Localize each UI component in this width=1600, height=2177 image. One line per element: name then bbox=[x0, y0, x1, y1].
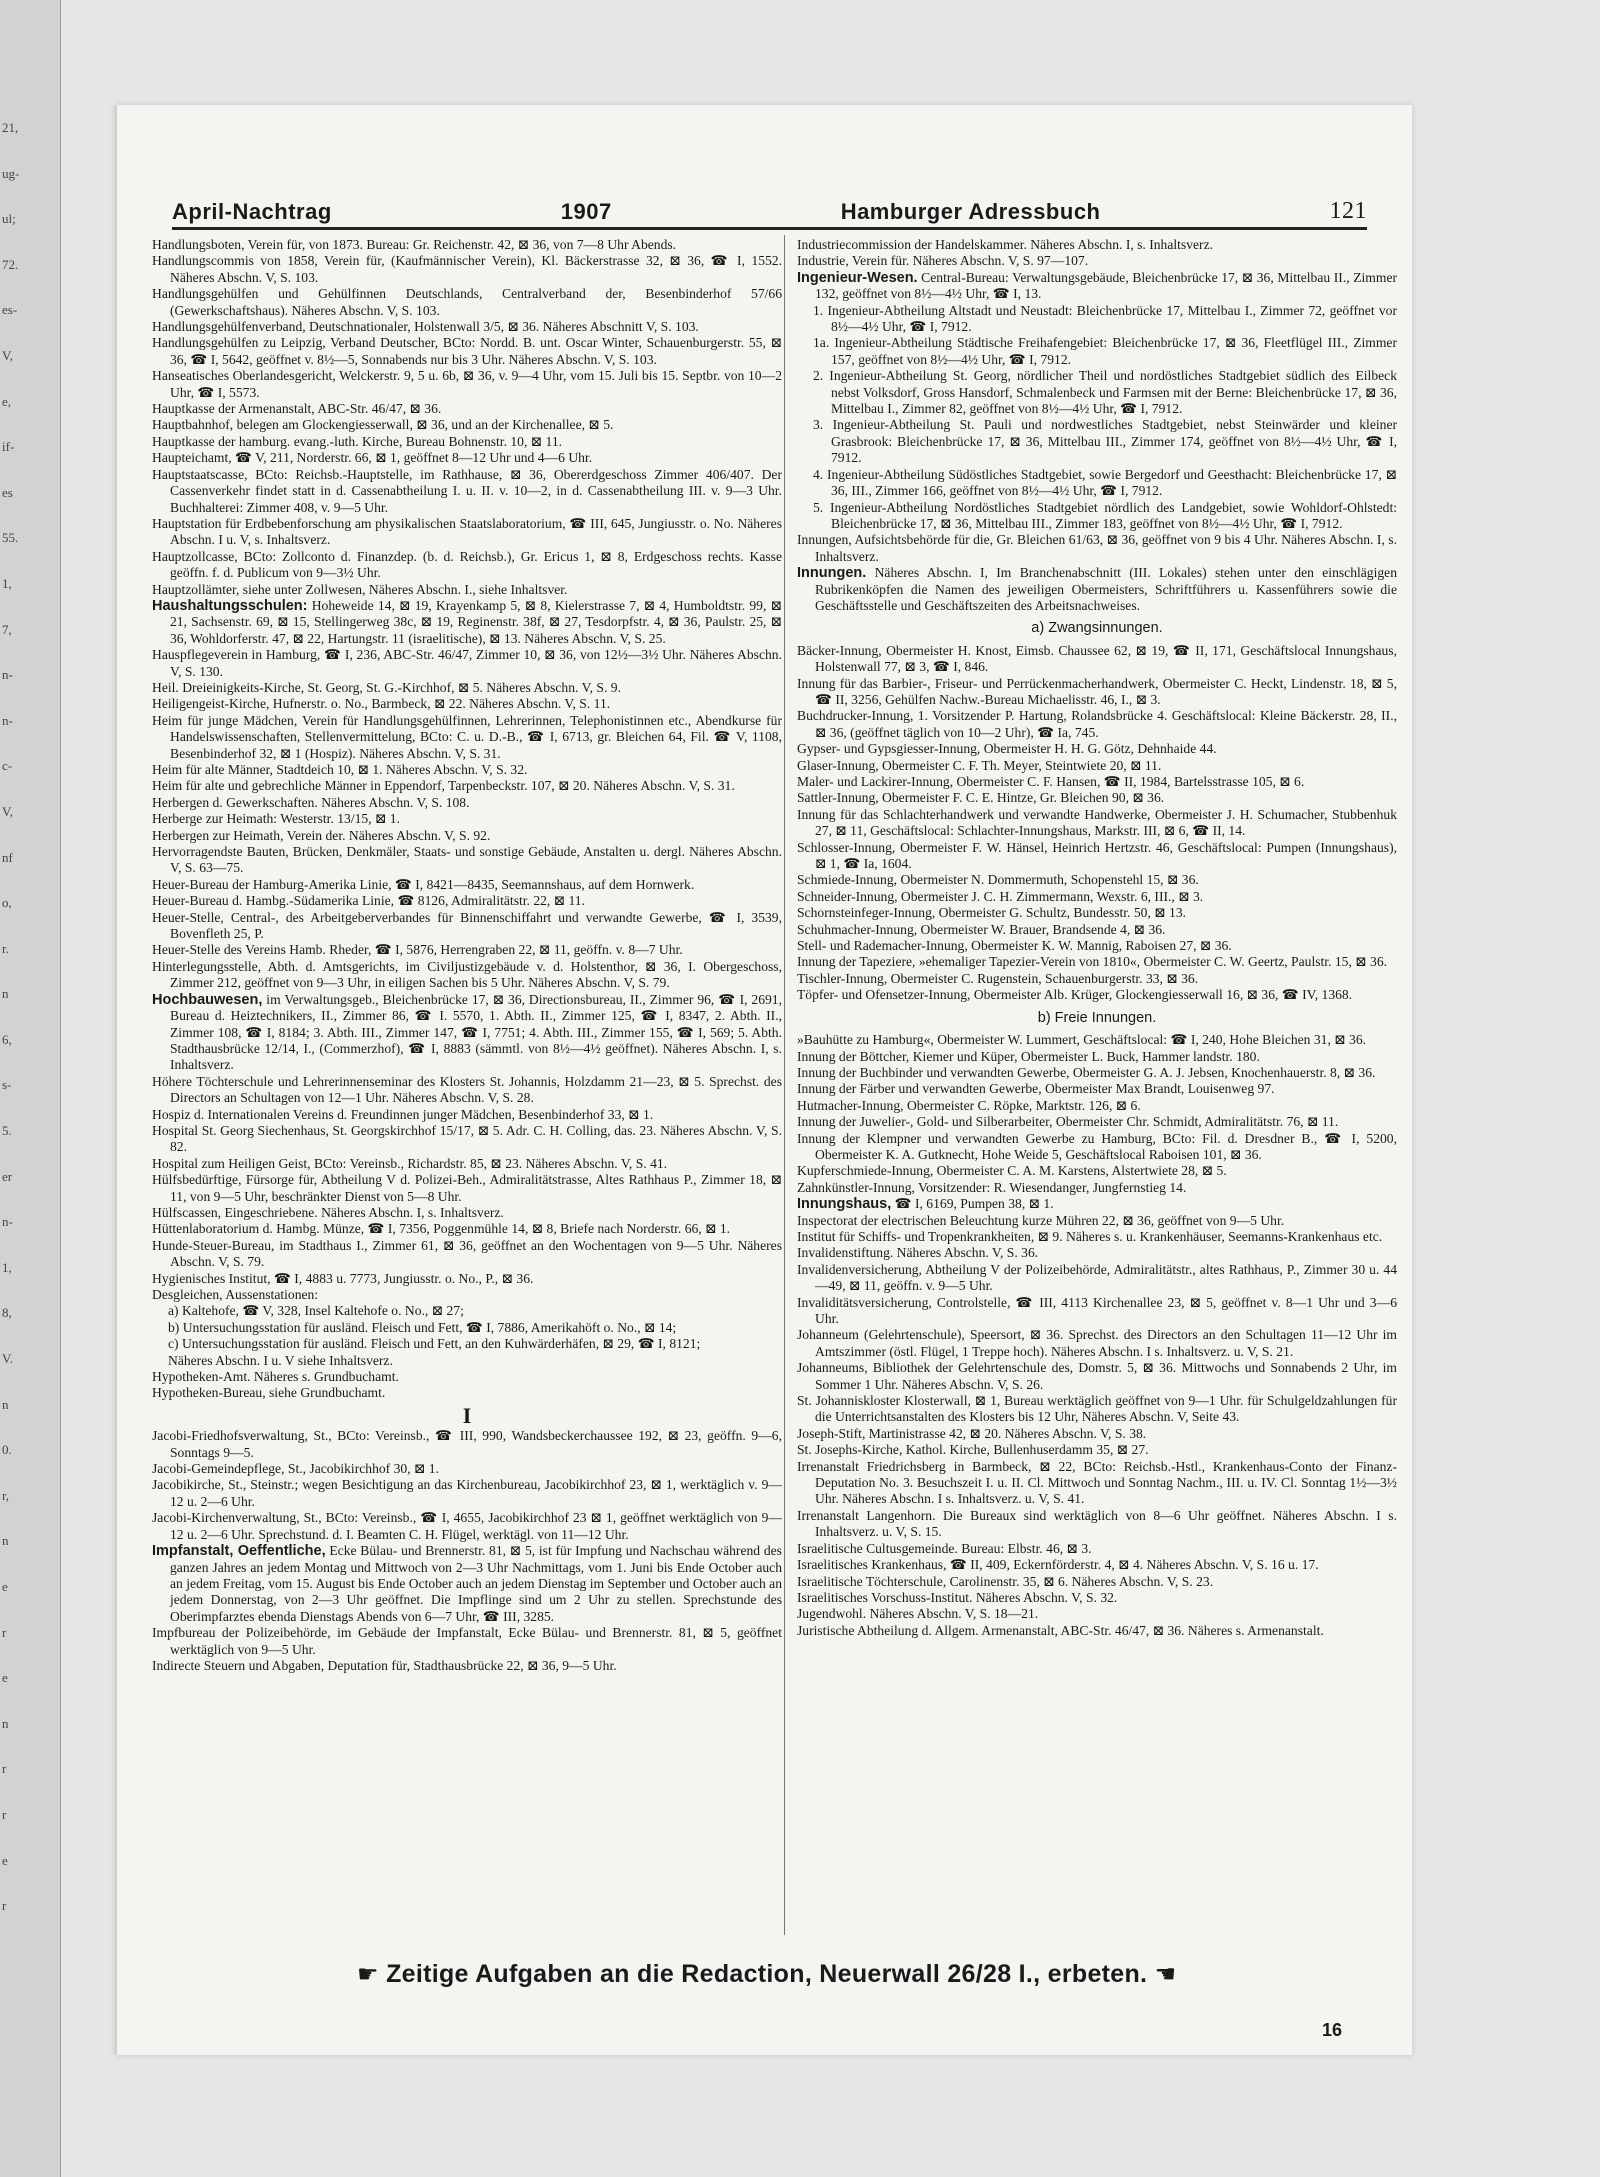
entry-text: Hauptzollcasse, BCto: Zollconto d. Finanzdep. (b. d. Reichsb.), Gr. Ericus 1, ⊠ 8, Erdgeschoss rechts. Kasse geöffn. f. d. Publicum von 9—3½ Uhr. bbox=[152, 548, 782, 581]
section-heading: b) Freie Innungen. bbox=[1037, 1009, 1157, 1026]
margin-fragment: n- bbox=[2, 667, 13, 683]
margin-fragment: n bbox=[2, 1533, 9, 1549]
entry-text: Glaser-Innung, Obermeister C. F. Th. Meyer, Steintwiete 20, ⊠ 11. bbox=[797, 757, 1162, 773]
directory-entry bbox=[797, 1327, 1397, 1360]
directory-entry bbox=[152, 237, 782, 253]
directory-entry bbox=[797, 500, 1397, 533]
margin-fragment: n- bbox=[2, 712, 13, 728]
entry-text: Tischler-Innung, Obermeister C. Rugenstein, Schauenburgerstr. 33, ⊠ 36. bbox=[797, 970, 1199, 986]
entry-text: 3. Ingenieur-Abtheilung St. Pauli und nordwestliches Stadtgebiet, nebst Steinwärder und kleiner Grasbrook: Bleichenbrücke 17, ⊠ 36, Mittelbau III., Zimmer 174, geöffnet von 8½—4½ Uhr, ☎ I, 7912. bbox=[813, 417, 1397, 466]
directory-entry bbox=[152, 335, 782, 368]
directory-entry bbox=[797, 643, 1397, 676]
entry-text: Johanneum (Gelehrtenschule), Speersort, ⊠ 36. Sprechst. des Directors an den Schultagen 11—12 Uhr im Amtszimmer (östl. Flügel, 1 Treppe hoch). Näheres Abschn. I s. Inhaltsverz. u. V, S. 21. bbox=[797, 1327, 1397, 1359]
margin-fragment: r bbox=[2, 1898, 7, 1914]
directory-entry bbox=[797, 1114, 1397, 1130]
directory-entry bbox=[797, 1131, 1397, 1164]
directory-entry bbox=[152, 417, 782, 433]
entry-text: Höhere Töchterschule und Lehrerinnenseminar des Klosters St. Johannis, Holzdamm 21—23, ⊠ 5. Sprechst. des Directors an Schultagen von 12—1 Uhr. Näheres Abschn. V, S. 28. bbox=[152, 1073, 782, 1106]
margin-fragment: n bbox=[2, 1715, 9, 1731]
margin-fragment: n- bbox=[2, 1214, 13, 1230]
entry-text: Hospital zum Heiligen Geist, BCto: Vereinsb., Richardstr. 85, ⊠ 23. Näheres Abschn. V, S. 41. bbox=[152, 1155, 668, 1171]
directory-entry bbox=[797, 987, 1397, 1003]
entry-text: Ecke Bülau- und Brennerstr. 81, ⊠ 5, ist für Impfung und Nachschau während des ganzen Jahres an jedem Montag und Mittwoch von 2—3 Uhr Nachmittags, vom 1. Juni bis Ende October auch an jedem Freitag, vom 15. August bis Ende October auch an jedem Dienstag im September und October auch an jedem Donnerstag, von 2—3 Uhr geöffnet. Die Impflinge sind um 2 Uhr zu stellen. Sprechstunde des Oberimpfarztes ebenda Dienstags Abends von 6—7 Uhr, ☎ III, 3285. bbox=[170, 1543, 782, 1624]
directory-entry bbox=[152, 713, 782, 762]
entry-text: ☎ I, 6169, Pumpen 38, ⊠ 1. bbox=[891, 1196, 1054, 1212]
directory-entry bbox=[152, 1369, 782, 1385]
directory-entry bbox=[152, 1461, 782, 1477]
margin-fragment: es bbox=[2, 484, 13, 500]
directory-entry bbox=[797, 1623, 1397, 1639]
entry-text: Heim für alte Männer, Stadtdeich 10, ⊠ 1. Näheres Abschn. V, S. 32. bbox=[152, 762, 528, 777]
directory-entry bbox=[152, 910, 782, 943]
directory-entry bbox=[797, 1196, 1397, 1212]
entry-text: Haupteichamt, ☎ V, 211, Norderstr. 66, ⊠ 1, geöffnet 8—12 Uhr und 4—6 Uhr. bbox=[152, 450, 593, 466]
directory-entry bbox=[152, 253, 782, 286]
directory-entry bbox=[152, 893, 782, 909]
directory-entry bbox=[152, 1543, 782, 1625]
entry-text: Näheres Abschn. I, Im Branchenabschnitt (III. Lokales) stehen unter den einschlägigen Rubrikenköpfen die Namen des jeweiligen Obermeisters, Schriftführers u. Kassenführers sowie die Geschäftsstelle und Geschäftszeiten des Arbeitsnachweises. bbox=[815, 565, 1397, 613]
header-supplement-label: April-Nachtrag bbox=[172, 199, 332, 224]
margin-fragment: ug- bbox=[2, 165, 20, 181]
directory-entry bbox=[797, 790, 1397, 806]
margin-fragment: e bbox=[2, 1852, 8, 1868]
directory-entry bbox=[797, 1295, 1397, 1328]
directory-entry bbox=[152, 598, 782, 647]
entry-text: Hypotheken-Bureau, siehe Grundbuchamt. bbox=[152, 1385, 386, 1401]
entry-text: Israelitisches Krankenhaus, ☎ II, 409, Eckernförderstr. 4, ⊠ 4. Näheres Abschn. V, S. 16 u. 17. bbox=[797, 1557, 1319, 1573]
entry-text: Impfbureau der Polizeibehörde, im Gebäude der Impfanstalt, Ecke Bülau- und Brennerstr. 81, ⊠ 5, geöffnet werktäglich von 9—5 Uhr. bbox=[152, 1625, 782, 1657]
section-letter: I bbox=[462, 1402, 472, 1428]
entry-text: Invalidenstiftung. Näheres Abschn. V, S. 36. bbox=[797, 1245, 1039, 1261]
entry-text: Stell- und Rademacher-Innung, Obermeister K. W. Mannig, Raboisen 27, ⊠ 36. bbox=[797, 938, 1232, 954]
margin-fragment: 1, bbox=[2, 575, 12, 591]
entry-text: Israelitische Cultusgemeinde. Bureau: Elbstr. 46, ⊠ 3. bbox=[797, 1540, 1092, 1556]
entry-text: Juristische Abtheilung d. Allgem. Armenanstalt, ABC-Str. 46/47, ⊠ 36. Näheres s. Armenanstalt. bbox=[797, 1622, 1324, 1638]
entry-text: Hunde-Steuer-Bureau, im Stadthaus I., Zimmer 61, ⊠ 36, geöffnet an den Wochentagen von 9—5 Uhr. Näheres Abschn. V, S. 79. bbox=[152, 1237, 782, 1270]
directory-entry bbox=[152, 1336, 782, 1352]
entry-text: Hülfscassen, Eingeschriebene. Näheres Abschn. I, s. Inhaltsverz. bbox=[152, 1204, 504, 1220]
entry-text: Handlungsboten, Verein für, von 1873. Bureau: Gr. Reichenstr. 42, ⊠ 36, von 7—8 Uhr Abends. bbox=[152, 237, 677, 252]
entry-text: Hauptstaatscasse, BCto: Reichsb.-Hauptstelle, im Rathhause, ⊠ 36, Obererdgeschoss Zimmer 406/407. Der Cassenverkehr findet statt in d. Cassenabtheilung I. u. II. v. 10—2, in d. Cassenabtheilung III. v. 9—3 Uhr. Buchhalterei: Zimmer 408, v. 9—5 Uhr. bbox=[152, 466, 782, 515]
directory-entry bbox=[152, 877, 782, 893]
entry-text: Jacobikirche, St., Steinstr.; wegen Besichtigung an das Kirchenbureau, Jacobikirchhof 23, ⊠ 1, werktäglich v. 9—12 u. 2—6 Uhr. bbox=[152, 1477, 782, 1509]
directory-entry bbox=[797, 741, 1397, 757]
entry-text: Herbergen zur Heimath, Verein der. Näheres Abschn. V, S. 92. bbox=[152, 827, 491, 843]
margin-fragment: 1, bbox=[2, 1259, 12, 1275]
directory-entry bbox=[152, 992, 782, 1074]
directory-entry bbox=[797, 1065, 1397, 1081]
directory-entry bbox=[152, 1625, 782, 1658]
directory-entry bbox=[797, 1049, 1397, 1065]
directory-entry bbox=[152, 795, 782, 811]
directory-entry bbox=[797, 807, 1397, 840]
entry-text: Buchdrucker-Innung, 1. Vorsitzender P. Hartung, Rolandsbrücke 4. Geschäftslocal: Kleine Bäckerstr. 28, II., ⊠ 36, (geöffnet täglich von 10—2 Uhr), ☎ Ia, 745. bbox=[797, 708, 1397, 740]
directory-entry bbox=[797, 1426, 1397, 1442]
header-title: Hamburger Adressbuch bbox=[840, 199, 1101, 224]
directory-entry bbox=[152, 1303, 782, 1319]
margin-fragment: nf bbox=[2, 849, 13, 865]
directory-entry bbox=[797, 1213, 1397, 1229]
directory-page bbox=[115, 105, 1412, 2055]
directory-entry bbox=[797, 270, 1397, 303]
entry-text: Hospiz d. Internationalen Vereins d. Freundinnen junger Mädchen, Besenbinderhof 33, ⊠ 1. bbox=[152, 1106, 654, 1122]
directory-entry bbox=[797, 954, 1397, 970]
pointing-hand-icon: ☛ bbox=[357, 1961, 379, 1988]
column-divider bbox=[784, 235, 785, 1935]
entry-text: Hanseatisches Oberlandesgericht, Welckerstr. 9, 5 u. 6b, ⊠ 36, v. 9—4 Uhr, vom 15. Juli bis 15. Septbr. von 10—2 Uhr, ☎ I, 5573. bbox=[152, 368, 782, 400]
directory-entry bbox=[152, 1074, 782, 1107]
entry-text: Schornsteinfeger-Innung, Obermeister G. Schultz, Bundesstr. 50, ⊠ 13. bbox=[797, 905, 1187, 921]
directory-entry bbox=[152, 1271, 782, 1287]
directory-entry bbox=[797, 467, 1397, 500]
entry-text: Innung für das Schlachterhandwerk und verwandte Handwerke, Obermeister J. H. Schumacher, Stubbenhuk 27, ⊠ 11, Geschäftslocal: Schlachter-Innungshaus, Markstr. III, ⊠ 6, ☎ II, 14. bbox=[797, 806, 1397, 839]
directory-entry bbox=[797, 708, 1397, 741]
directory-entry bbox=[797, 889, 1397, 905]
entry-text: Innung der Klempner und verwandten Gewerbe zu Hamburg, BCto: Fil. d. Dresdner B., ☎ I, 5200, Obermeister K. A. Gutknecht, Hohe Weide 5, Geschäftslocal Raboisen 101, ⊠ 36. bbox=[797, 1130, 1397, 1162]
directory-entry bbox=[797, 237, 1397, 253]
entry-text: Jacobi-Gemeindepflege, St., Jacobikirchhof 30, ⊠ 1. bbox=[152, 1461, 439, 1477]
entry-text: Hinterlegungsstelle, Abth. d. Amtsgerichts, im Civiljustizgebäude v. d. Holstenthor, ⊠ 36, I. Obergeschoss, Zimmer 212, geöffnet von 9—3 Uhr, in eiligen Sachen bis 5 Uhr. Näheres Abschn. V, S. 79. bbox=[152, 958, 782, 991]
entry-heading: Hochbauwesen, bbox=[152, 991, 263, 1008]
directory-entry bbox=[797, 1606, 1397, 1622]
entry-heading: Innungen. bbox=[797, 565, 867, 582]
entry-text: Bäcker-Innung, Obermeister H. Knost, Eimsb. Chaussee 62, ⊠ 19, ☎ II, 171, Geschäftslocal Innungshaus, Holstenwall 77, ⊠ 3, ☎ I, 846. bbox=[797, 642, 1397, 675]
directory-entry bbox=[797, 872, 1397, 888]
entry-text: Innung der Böttcher, Kiemer und Küper, Obermeister L. Buck, Hammer landstr. 180. bbox=[797, 1048, 1260, 1064]
directory-entry bbox=[797, 922, 1397, 938]
entry-text: Heuer-Bureau d. Hambg.-Südamerika Linie, ☎ 8126, Admiralitätstr. 22, ⊠ 11. bbox=[152, 893, 586, 909]
entry-text: Innungen, Aufsichtsbehörde für die, Gr. Bleichen 61/63, ⊠ 36, geöffnet von 9 bis 4 Uhr. Näheres Abschn. I, s. Inhaltsverz. bbox=[797, 532, 1397, 564]
entry-text: Hülfsbedürftige, Fürsorge für, Abtheilung V d. Polizei-Beh., Admiralitätstrasse, Altes Rathhaus P., Zimmer 18, ⊠ 11, von 9—5 Uhr, beschränkter Dienst von 5—8 Uhr. bbox=[152, 1172, 782, 1204]
previous-page-margin bbox=[0, 120, 60, 2020]
margin-fragment: 6, bbox=[2, 1031, 12, 1047]
directory-entry bbox=[152, 762, 782, 778]
entry-text: Hervorragendste Bauten, Brücken, Denkmäler, Staats- und sonstige Gebäude, Anstalten u. dergl. Näheres Abschn. V, S. 63—75. bbox=[152, 844, 782, 876]
directory-entry bbox=[797, 1163, 1397, 1179]
directory-entry bbox=[152, 582, 782, 598]
margin-fragment: 8, bbox=[2, 1305, 12, 1321]
directory-entry bbox=[797, 565, 1397, 614]
entry-text: Israelitisches Vorschuss-Institut. Näheres Abschn. V, S. 32. bbox=[797, 1589, 1118, 1605]
entry-text: »Bauhütte zu Hamburg«, Obermeister W. Lummert, Geschäftslocal: ☎ I, 240, Hohe Bleichen 31, ⊠ 36. bbox=[797, 1032, 1367, 1048]
entry-text: Maler- und Lackirer-Innung, Obermeister C. F. Hansen, ☎ II, 1984, Bartelsstrasse 105, ⊠ 6. bbox=[797, 774, 1305, 789]
entry-heading: Impfanstalt, Oeffentliche, bbox=[152, 1543, 326, 1560]
margin-fragment: r. bbox=[2, 940, 9, 956]
directory-entry bbox=[797, 1180, 1397, 1196]
directory-entry bbox=[152, 1172, 782, 1205]
directory-entry bbox=[152, 286, 782, 319]
directory-entry bbox=[797, 1098, 1397, 1114]
directory-entry bbox=[797, 1360, 1397, 1393]
entry-text: Invalidenversicherung, Abtheilung V der Polizeibehörde, Admiralitätstr., altes Rathhaus, P., Zimmer 30 u. 44—49, ⊠ 11, geöffn. v. 9—5 Uhr. bbox=[797, 1261, 1397, 1294]
directory-entry bbox=[797, 1081, 1397, 1097]
directory-entry bbox=[797, 905, 1397, 921]
directory-entry bbox=[797, 1508, 1397, 1541]
footer-text: Zeitige Aufgaben an die Redaction, Neuerwall 26/28 I., erbeten. bbox=[386, 1960, 1148, 1988]
directory-entry bbox=[797, 303, 1397, 336]
directory-entry bbox=[797, 1541, 1397, 1557]
directory-entry bbox=[152, 1477, 782, 1510]
directory-entry bbox=[797, 335, 1397, 368]
entry-text: Johanneums, Bibliothek der Gelehrtenschule des, Domstr. 5, ⊠ 36. Mittwochs und Sonnabends 2 Uhr, im Sommer 1 Uhr. Näheres Abschn. V, S. 26. bbox=[797, 1360, 1397, 1392]
entry-text: Hoheweide 14, ⊠ 19, Krayenkamp 5, ⊠ 8, Kielerstrasse 7, ⊠ 4, Humboldtstr. 99, ⊠ 21, Sachsenstr. 69, ⊠ 15, Stellingerweg 38c, ⊠ 19, Reginenstr. 38f, ⊠ 27, Tesdorpfstr. 4, ⊠ 36, Paulstr. 25, ⊠ 36, Wohldorferstr. 47, ⊠ 22, Hartungstr. 11 (israelitische), ⊠ 13. Näheres Abschn. V, S. 25. bbox=[170, 597, 782, 646]
directory-entry bbox=[152, 1287, 782, 1303]
entry-text: Heiligengeist-Kirche, Hufnerstr. o. No., Barmbeck, ⊠ 22. Näheres Abschn. V, S. 11. bbox=[152, 696, 611, 712]
margin-fragment: V, bbox=[2, 347, 13, 363]
entry-text: Schlosser-Innung, Obermeister F. W. Hänsel, Heinrich Hertzstr. 46, Geschäftslocal: Pumpen (Innungshaus), ⊠ 1, ☎ Ia, 1604. bbox=[797, 839, 1397, 872]
directory-entry bbox=[797, 1459, 1397, 1508]
entry-text: Hauptstation für Erdbebenforschung am physikalischen Staatslaboratorium, ☎ III, 645, Jungiusstr. o. No. Näheres Abschn. I u. V, s. Inhaltsverz. bbox=[152, 515, 782, 548]
entry-text: Central-Bureau: Verwaltungsgebäude, Bleichenbrücke 17, ⊠ 36, Mittelbau II., Zimmer 132, geöffnet von 8½—4½ Uhr, ☎ I, 13. bbox=[815, 269, 1397, 302]
directory-entry bbox=[152, 1205, 782, 1221]
entry-text: Innung der Tapeziere, »ehemaliger Tapezier-Verein von 1810«, Obermeister C. W. Geertz, Paulstr. 15, ⊠ 36. bbox=[797, 954, 1388, 970]
entry-text: Indirecte Steuern und Abgaben, Deputation für, Stadthausbrücke 22, ⊠ 36, 9—5 Uhr. bbox=[152, 1657, 617, 1673]
entry-text: Joseph-Stift, Martinistrasse 42, ⊠ 20. Näheres Abschn. V, S. 38. bbox=[797, 1425, 1147, 1441]
entry-text: Industrie, Verein für. Näheres Abschn. V, S. 97—107. bbox=[797, 253, 1089, 269]
directory-entry bbox=[152, 1428, 782, 1461]
entry-text: c) Untersuchungsstation für ausländ. Fleisch und Fett, an den Kuhwärderhäfen, ⊠ 29, ☎ I, 8121; bbox=[168, 1336, 701, 1352]
directory-entry bbox=[152, 319, 782, 335]
directory-entry bbox=[152, 696, 782, 712]
directory-entry bbox=[797, 253, 1397, 269]
directory-entry bbox=[797, 1574, 1397, 1590]
margin-fragment: n bbox=[2, 986, 9, 1002]
directory-entry bbox=[797, 676, 1397, 709]
entry-text: 1. Ingenieur-Abtheilung Altstadt und Neustadt: Bleichenbrücke 17, Mittelbau I., Zimmer 72, geöffnet vor 8½—4½ Uhr, ☎ I, 7912. bbox=[813, 302, 1397, 335]
margin-fragment: s- bbox=[2, 1077, 12, 1093]
entry-text: Herberge zur Heimath: Westerstr. 13/15, ⊠ 1. bbox=[152, 811, 400, 827]
directory-entry bbox=[797, 840, 1397, 873]
margin-fragment: e bbox=[2, 1579, 8, 1594]
entry-text: Töpfer- und Ofensetzer-Innung, Obermeister Alb. Krüger, Glockengiesserwall 16, ⊠ 36, ☎ IV, 1368. bbox=[797, 987, 1353, 1003]
entry-text: 2. Ingenieur-Abtheilung St. Georg, nördlicher Theil und nordöstliches Stadtgebiet südlich des Eilbeck nebst Volksdorf, Gross Hansdorf, Schmalenbeck und Farmsen mit der Berne: Bleichenbrücke 17, ⊠ 36, Mittelbau I., Zimmer 82, geöffnet von 8½—4½ Uhr, ☎ I, 7912. bbox=[813, 368, 1397, 417]
directory-entry bbox=[152, 1320, 782, 1336]
entry-text: Institut für Schiffs- und Tropenkrankheiten, ⊠ 9. Näheres s. u. Krankenhäuser, Seemanns-Krankenhaus etc. bbox=[797, 1228, 1383, 1244]
entry-text: Irrenanstalt Friedrichsberg in Barmbeck, ⊠ 22, BCto: Reichsb.-Hstl., Krankenhaus-Conto der Finanz-Deputation No. 3. Besuchszeit I. u. II. Cl. Mittwoch und Sonntag Nachm., III. u. IV. Cl. Sonntag 1½—3½ Uhr. Näheres Abschn. I s. Inhaltsverz. u. V, S. 41. bbox=[797, 1458, 1397, 1507]
margin-fragment: ul; bbox=[2, 211, 16, 227]
entry-text: Hypotheken-Amt. Näheres s. Grundbuchamt. bbox=[152, 1369, 399, 1385]
margin-fragment: if- bbox=[2, 439, 15, 455]
margin-fragment: 0. bbox=[2, 1442, 12, 1458]
directory-entry bbox=[152, 549, 782, 582]
entry-text: Sattler-Innung, Obermeister F. C. E. Hintze, Gr. Bleichen 90, ⊠ 36. bbox=[797, 790, 1165, 806]
directory-entry bbox=[152, 1353, 782, 1369]
directory-entry bbox=[152, 778, 782, 794]
entry-text: 5. Ingenieur-Abtheilung Nordöstliches Stadtgebiet nördlich des Landgebiet, sowie Wohldorf-Ohlstedt: Bleichenbrücke 17, ⊠ 36, Mittelbau III., Zimmer 183, geöffnet von 8½—4½ Uhr, ☎ I, 7912. bbox=[813, 499, 1397, 531]
directory-entry bbox=[152, 1385, 782, 1401]
entry-text: Hauptzollämter, siehe unter Zollwesen, Näheres Abschn. I., siehe Inhaltsver. bbox=[152, 581, 568, 597]
margin-fragment: V, bbox=[2, 803, 13, 819]
directory-entry bbox=[152, 828, 782, 844]
directory-entry bbox=[797, 1245, 1397, 1261]
entry-heading: Innungshaus, bbox=[797, 1196, 892, 1213]
entry-text: Hauspflegeverein in Hamburg, ☎ I, 236, ABC-Str. 46/47, Zimmer 10, ⊠ 36, von 12½—3½ Uhr. Näheres Abschn. V, S. 130. bbox=[152, 647, 782, 679]
entry-text: Invaliditätsversicherung, Controlstelle, ☎ III, 4113 Kirchenallee 23, ⊠ 5, geöffnet v. 8—1 Uhr und 3—6 Uhr. bbox=[797, 1294, 1397, 1326]
entry-text: Handlungsgehülfenverband, Deutschnationaler, Holstenwall 3/5, ⊠ 36. Näheres Abschnitt V, S. 103. bbox=[152, 319, 699, 335]
directory-entry bbox=[797, 1229, 1397, 1245]
entry-text: Heil. Dreieinigkeits-Kirche, St. Georg, St. G.-Kirchhof, ⊠ 5. Näheres Abschn. V, S. 9. bbox=[152, 679, 621, 695]
directory-entry bbox=[797, 774, 1397, 790]
margin-fragment: 7, bbox=[2, 621, 12, 637]
margin-fragment: c- bbox=[2, 758, 13, 774]
margin-fragment: o, bbox=[2, 895, 12, 911]
directory-entry bbox=[152, 1658, 782, 1674]
margin-fragment: r bbox=[2, 1761, 7, 1777]
right-column bbox=[797, 237, 1397, 1639]
entry-text: Jacobi-Kirchenverwaltung, St., BCto: Vereinsb., ☎ I, 4655, Jacobikirchhof 23 ⊠ 1, geöffnet werktäglich von 9—12 u. 2—6 Uhr. Sprechstund. d. I. Beamten C. H. Flügel, werktägl. von 11—12 Uhr. bbox=[152, 1510, 782, 1542]
entry-text: Innung der Färber und verwandten Gewerbe, Obermeister Max Brandt, Louisenweg 97. bbox=[797, 1081, 1275, 1097]
directory-entry bbox=[152, 1221, 782, 1237]
directory-entry bbox=[152, 942, 782, 958]
directory-entry bbox=[152, 811, 782, 827]
entry-text: Hauptkasse der hamburg. evang.-luth. Kirche, Bureau Bohnenstr. 10, ⊠ 11. bbox=[152, 433, 563, 449]
directory-entry bbox=[152, 959, 782, 992]
entry-text: Heim für alte und gebrechliche Männer in Eppendorf, Tarpenbeckstr. 107, ⊠ 20. Näheres Abschn. V, S. 31. bbox=[152, 778, 735, 794]
entry-text: 1a. Ingenieur-Abtheilung Städtische Freihafengebiet: Bleichenbrücke 17, ⊠ 36, Fleetflügel III., Zimmer 157, geöffnet von 8½—4½ Uhr, ☎ I, 7912. bbox=[813, 335, 1397, 367]
directory-entry bbox=[797, 1442, 1397, 1458]
entry-text: Jugendwohl. Näheres Abschn. V, S. 18—21. bbox=[797, 1606, 1039, 1622]
entry-text: Hauptbahnhof, belegen am Glockengiesserwall, ⊠ 36, und an der Kirchenallee, ⊠ 5. bbox=[152, 417, 614, 433]
page-number: 121 bbox=[1329, 198, 1367, 224]
directory-entry bbox=[152, 1510, 782, 1543]
directory-entry bbox=[152, 1156, 782, 1172]
entry-text: im Verwaltungsgeb., Bleichenbrücke 17, ⊠ 36, Directionsbureau, II., Zimmer 96, ☎ I, 2691, Bureau d. Heiztechnikers, II., Zimmer 86, ☎ I. 5570, 1. Abth. II., Zimmer 125, ☎ I, 8347, 2. Abth. II., Zimmer 108, ☎ I, 8184; 3. Abth. III., Zimmer 147, ☎ I, 7751; 4. Abth. III., Zimmer 155, ☎ I, 569; 5. Abth. Stadthausbrücke 12/14, I., (Commerzhof), ☎ I, 8883 (sämmtl. von 8½—4½ geöffnet). Näheres Abschn. I, s. Inhaltsverz. bbox=[170, 991, 782, 1073]
entry-text: Gypser- und Gypsgiesser-Innung, Obermeister H. H. G. Götz, Dehnhaide 44. bbox=[797, 741, 1217, 757]
entry-text: Hutmacher-Innung, Obermeister C. Röpke, Marktstr. 126, ⊠ 6. bbox=[797, 1097, 1141, 1113]
margin-fragment: e, bbox=[2, 393, 12, 409]
entry-heading: Haushaltungsschulen: bbox=[152, 597, 308, 614]
directory-entry bbox=[797, 417, 1397, 466]
entry-text: Heuer-Bureau der Hamburg-Amerika Linie, ☎ I, 8421—8435, Seemannshaus, auf dem Hornwerk. bbox=[152, 876, 695, 892]
directory-entry bbox=[152, 1238, 782, 1271]
margin-fragment: 55. bbox=[2, 530, 19, 546]
directory-entry bbox=[152, 401, 782, 417]
entry-text: Innung der Buchbinder und verwandten Gewerbe, Obermeister G. A. J. Jebsen, Knochenhauerstr. 8, ⊠ 36. bbox=[797, 1064, 1376, 1080]
margin-fragment: er bbox=[2, 1168, 13, 1184]
entry-text: Schneider-Innung, Obermeister J. C. H. Zimmermann, Wexstr. 6, III., ⊠ 3. bbox=[797, 888, 1204, 904]
section-heading: a) Zwangsinnungen. bbox=[1031, 620, 1163, 637]
margin-fragment: V. bbox=[2, 1351, 13, 1367]
directory-entry bbox=[797, 532, 1397, 565]
entry-text: Herbergen d. Gewerkschaften. Näheres Abschn. V, S. 108. bbox=[152, 794, 470, 810]
directory-entry bbox=[797, 1590, 1397, 1606]
directory-entry bbox=[152, 1123, 782, 1156]
entry-text: Irrenanstalt Langenhorn. Die Bureaux sind werktäglich von 8—6 Uhr geöffnet. Näheres Abschn. I s. Inhaltsverz. u. V, S. 15. bbox=[797, 1507, 1397, 1540]
margin-fragment: n bbox=[2, 1396, 9, 1412]
entry-text: Schuhmacher-Innung, Obermeister W. Brauer, Brandsende 4, ⊠ 36. bbox=[797, 921, 1166, 937]
entry-text: Israelitische Töchterschule, Carolinenstr. 35, ⊠ 6. Näheres Abschn. V, S. 23. bbox=[797, 1573, 1214, 1589]
directory-entry bbox=[797, 1393, 1397, 1426]
margin-fragment: 21, bbox=[2, 120, 19, 135]
entry-text: Innung für das Barbier-, Friseur- und Perrückenmacherhandwerk, Obermeister C. Heckt, Lindenstr. 18, ⊠ 5, ☎ II, 3256, Gehülfen Nachw.-Bureau Michaelisstr. 46, I., ⊠ 3. bbox=[797, 675, 1397, 707]
pointing-hand-icon-right: ☚ bbox=[1154, 1961, 1177, 1988]
entry-text: Heuer-Stelle, Central-, des Arbeitgeberverbandes für Binnenschiffahrt und verwandte Gewerbe, ☎ I, 3539, Bovenfleth 25, P. bbox=[152, 909, 782, 942]
entry-text: a) Kaltehofe, ☎ V, 328, Insel Kaltehofe o. No., ⊠ 27; bbox=[168, 1303, 464, 1319]
entry-text: Heuer-Stelle des Vereins Hamb. Rheder, ☎ I, 5876, Herrengraben 22, ⊠ 11, geöffn. v. 8—7 Uhr. bbox=[152, 942, 683, 958]
entry-text: Hospital St. Georg Siechenhaus, St. Georgskirchhof 15/17, ⊠ 5. Adr. C. H. Colling, das. 23. Näheres Abschn. V, S. 82. bbox=[152, 1122, 782, 1155]
header-year: 1907 bbox=[560, 199, 612, 224]
directory-entry bbox=[797, 1032, 1397, 1048]
directory-entry bbox=[152, 467, 782, 516]
directory-entry bbox=[797, 971, 1397, 987]
footer-notice bbox=[357, 1960, 1176, 1989]
directory-entry bbox=[152, 680, 782, 696]
entry-text: Jacobi-Friedhofsverwaltung, St., BCto: Vereinsb., ☎ III, 990, Wandsbeckerchaussee 192, ⊠ 23, geöffn. 9—6, Sonntags 9—5. bbox=[152, 1428, 782, 1460]
entry-text: Innung der Juwelier-, Gold- und Silberarbeiter, Obermeister Chr. Schmidt, Admiralitätstr. 76, ⊠ 11. bbox=[797, 1114, 1339, 1130]
directory-entry bbox=[797, 1557, 1397, 1573]
entry-text: Industriecommission der Handelskammer. Näheres Abschn. I, s. Inhaltsverz. bbox=[797, 237, 1214, 252]
entry-text: Hauptkasse der Armenanstalt, ABC-Str. 46/47, ⊠ 36. bbox=[152, 401, 442, 417]
entry-text: Hygienisches Institut, ☎ I, 4883 u. 7773, Jungiusstr. o. No., P., ⊠ 36. bbox=[152, 1270, 534, 1286]
entry-heading: Ingenieur-Wesen. bbox=[797, 269, 918, 286]
margin-fragment: e bbox=[2, 1670, 8, 1686]
entry-text: Hüttenlaboratorium d. Hambg. Münze, ☎ I, 7356, Poggenmühle 14, ⊠ 8, Briefe nach Norderstr. 66, ⊠ 1. bbox=[152, 1221, 731, 1237]
entry-text: Handlungsgehülfen und Gehülfinnen Deutschlands, Centralverband der, Besenbinderhof 57/66 (Gewerkschaftshaus). Näheres Abschn. V, S. 103. bbox=[152, 286, 782, 318]
entry-text: Inspectorat der electrischen Beleuchtung kurze Mühren 22, ⊠ 36, geöffnet von 9—5 Uhr. bbox=[797, 1212, 1285, 1228]
directory-entry bbox=[152, 516, 782, 549]
margin-fragment: 72. bbox=[2, 256, 19, 272]
directory-entry bbox=[152, 1107, 782, 1123]
entry-text: Desgleichen, Aussenstationen: bbox=[152, 1287, 319, 1302]
left-column bbox=[152, 237, 782, 1674]
entry-text: b) Untersuchungsstation für ausländ. Fleisch und Fett, ☎ I, 7886, Amerikahöft o. No., ⊠ 14; bbox=[168, 1319, 677, 1335]
directory-entry bbox=[797, 1262, 1397, 1295]
directory-entry bbox=[797, 758, 1397, 774]
entry-text: St. Johanniskloster Klosterwall, ⊠ 1, Bureau werktäglich geöffnet von 9—1 Uhr. für Schulgeldzahlungen für die Unterrichtsanstalten des Klosters bis 12 Uhr, Näheres Abschn. V, Seite 43. bbox=[797, 1393, 1397, 1425]
entry-text: Handlungsgehülfen zu Leipzig, Verband Deutscher, BCto: Nordd. B. unt. Oscar Winter, Schauenburgerstr. 55, ⊠ 36, ☎ I, 5642, geöffnet v. 8½—5, Sonnabends nur bis 3 Uhr. Näheres Abschn. V, S. 103. bbox=[152, 335, 782, 367]
margin-fragment: 5. bbox=[2, 1123, 12, 1139]
directory-entry bbox=[797, 368, 1397, 417]
directory-entry bbox=[152, 647, 782, 680]
directory-entry bbox=[152, 368, 782, 401]
entry-text: Schmiede-Innung, Obermeister N. Dommermuth, Schopenstehl 15, ⊠ 36. bbox=[797, 872, 1199, 888]
directory-entry bbox=[152, 434, 782, 450]
signature-mark: 16 bbox=[1321, 2020, 1342, 2040]
margin-fragment: r bbox=[2, 1806, 7, 1822]
margin-fragment: es- bbox=[2, 302, 18, 318]
entry-text: Handlungscommis von 1858, Verein für, (Kaufmännischer Verein), Kl. Bäckerstrasse 32, ⊠ 36, ☎ I, 1552. Näheres Abschn. V, S. 103. bbox=[152, 253, 782, 285]
directory-entry bbox=[152, 844, 782, 877]
entry-text: St. Josephs-Kirche, Kathol. Kirche, Bullenhuserdamm 35, ⊠ 27. bbox=[797, 1442, 1149, 1458]
entry-text: 4. Ingenieur-Abtheilung Südöstliches Stadtgebiet, sowie Bergedorf und Geesthacht: Bleichenbrücke 17, ⊠ 36, III., Zimmer 166, geöffnet von 8½—4½ Uhr, ☎ I, 7912. bbox=[813, 466, 1397, 499]
margin-fragment: r, bbox=[2, 1487, 10, 1503]
directory-entry bbox=[797, 938, 1397, 954]
entry-text: Zahnkünstler-Innung, Vorsitzender: R. Wiesendanger, Jungfernstieg 14. bbox=[797, 1179, 1187, 1195]
entry-text: Kupferschmiede-Innung, Obermeister C. A. M. Karstens, Alstertwiete 28, ⊠ 5. bbox=[797, 1163, 1227, 1179]
directory-entry bbox=[152, 450, 782, 466]
running-header bbox=[172, 189, 1367, 230]
entry-text: Heim für junge Mädchen, Verein für Handlungsgehülfinnen, Lehrerinnen, Telephonistinnen etc., Abendkurse für Handelswissenschaften, Stellenvermittelung, BCto: C. u. D.-B., ☎ I, 6713, gr. Bleichen 64, Fil. ☎ V, 1108, Besenbinderhof 32, ⊠ 1 (Hospiz). Näheres Abschn. V, S. 31. bbox=[152, 712, 782, 761]
margin-fragment: r bbox=[2, 1624, 7, 1640]
entry-text: Näheres Abschn. I u. V siehe Inhaltsverz. bbox=[168, 1352, 393, 1368]
